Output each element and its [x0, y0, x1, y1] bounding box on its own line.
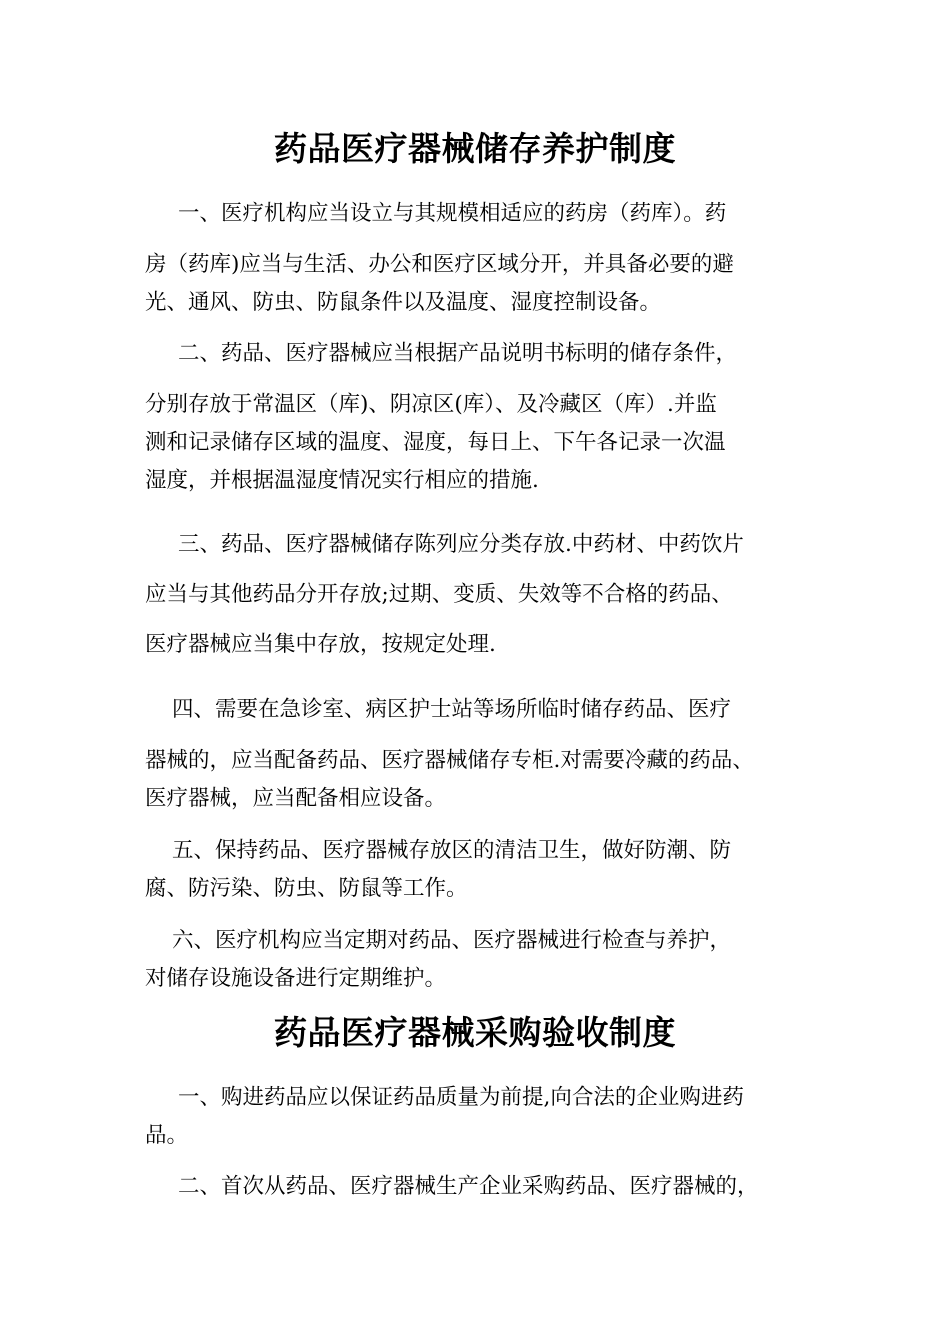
paragraph-line: 房（药库)应当与生活、办公和医疗区域分开，并具备必要的避 — [145, 252, 734, 277]
paragraph-line: 一、医疗机构应当设立与其规模相适应的药房（药库）。药 — [178, 201, 727, 226]
paragraph-line: 分别存放于常温区（库)、阴凉区(库）、及冷藏区（库）.并监 — [145, 392, 717, 417]
section-title-procurement: 药品医疗器械采购验收制度 — [274, 1013, 676, 1052]
paragraph-line: 医疗器械应当集中存放，按规定处理. — [145, 632, 496, 657]
paragraph-line: 三、药品、医疗器械储存陈列应分类存放.中药材、中药饮片 — [178, 532, 744, 557]
paragraph-line: 六、医疗机构应当定期对药品、医疗器械进行检查与养护， — [172, 928, 732, 953]
section-title-storage: 药品医疗器械储存养护制度 — [274, 129, 676, 168]
paragraph-line: 测和记录储存区域的温度、湿度，每日上、下午各记录一次温 — [145, 430, 726, 455]
paragraph-line: 光、通风、防虫、防鼠条件以及温度、湿度控制设备。 — [145, 290, 662, 315]
paragraph-line: 器械的，应当配备药品、医疗器械储存专柜.对需要冷藏的药品、 — [145, 748, 754, 773]
paragraph-line: 二、首次从药品、医疗器械生产企业采购药品、医疗器械的， — [178, 1174, 759, 1199]
paragraph-line: 品。 — [145, 1123, 189, 1148]
paragraph-line: 四、需要在急诊室、病区护士站等场所临时储存药品、医疗 — [172, 697, 732, 722]
paragraph-line: 应当与其他药品分开存放;过期、变质、失效等不合格的药品、 — [145, 582, 733, 607]
paragraph-line: 五、保持药品、医疗器械存放区的清洁卫生，做好防潮、防 — [172, 838, 732, 863]
paragraph-line: 湿度，并根据温湿度情况实行相应的措施. — [145, 468, 539, 493]
paragraph-line: 医疗器械，应当配备相应设备。 — [145, 786, 447, 811]
paragraph-line: 对储存设施设备进行定期维护。 — [145, 966, 447, 991]
paragraph-line: 腐、防污染、防虫、防鼠等工作。 — [145, 876, 468, 901]
paragraph-line: 一、购进药品应以保证药品质量为前提,向合法的企业购进药 — [178, 1085, 744, 1110]
paragraph-line: 二、药品、医疗器械应当根据产品说明书标明的储存条件， — [178, 341, 738, 366]
